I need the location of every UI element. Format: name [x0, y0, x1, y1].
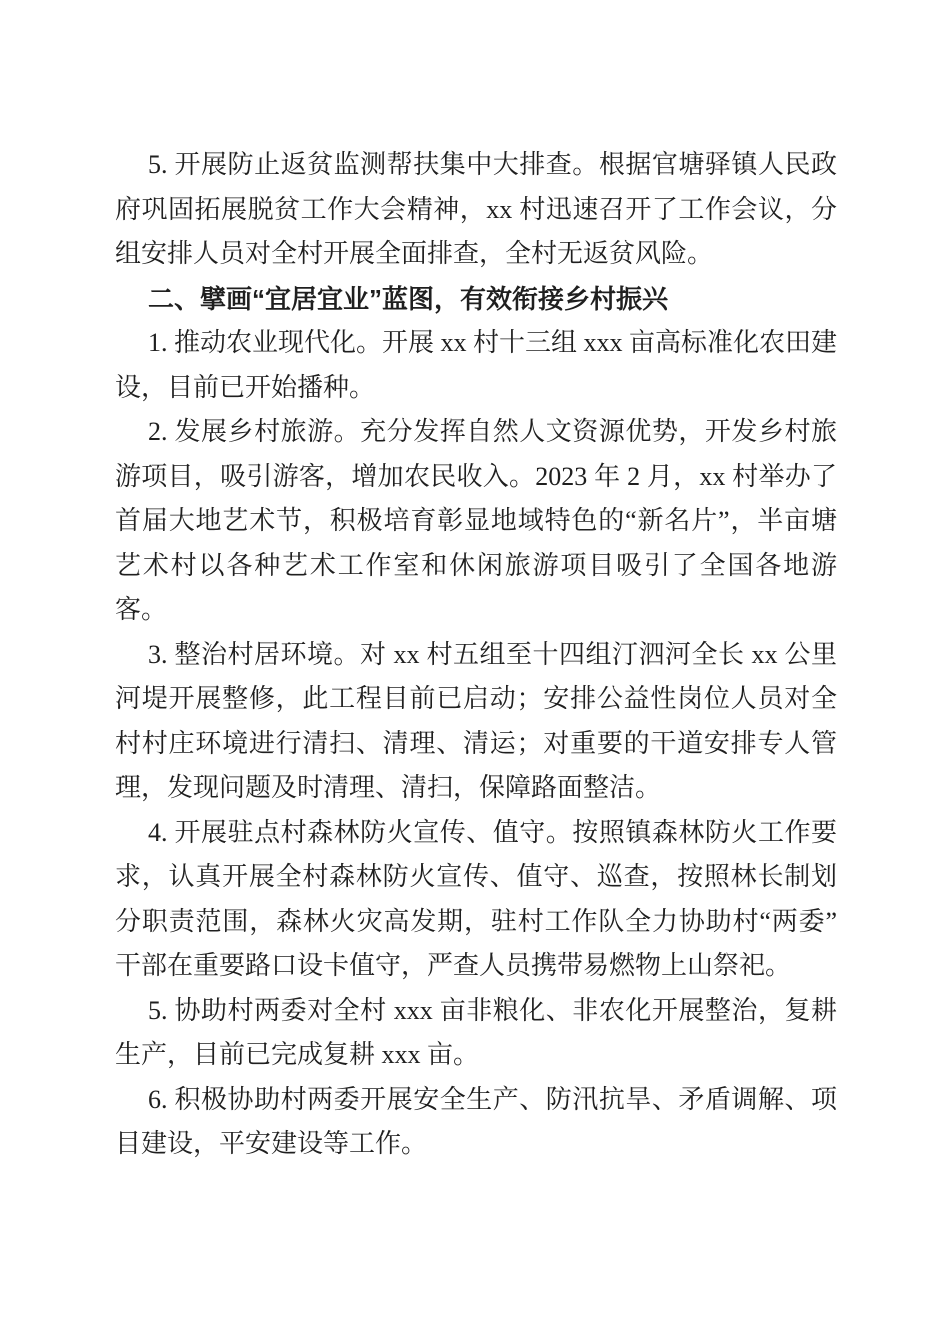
section-heading: 二、擘画“宜居宜业”蓝图，有效衔接乡村振兴 [148, 283, 669, 314]
paragraph: 5. 开展防止返贫监测帮扶集中大排查。根据官塘驿镇人民政府巩固拓展脱贫工作大会精神，xx 村迅速召开了工作会议，分组安排人员对全村开展全面排查，全村无返贫风险。 [115, 150, 837, 268]
paragraph: 6. 积极协助村两委开展安全生产、防汛抗旱、矛盾调解、项目建设，平安建设等工作。 [115, 1084, 837, 1158]
paragraph: 5. 协助村两委对全村 xxx 亩非粮化、非农化开展整治，复耕生产，目前已完成复耕 xxx 亩。 [115, 995, 837, 1069]
paragraph: 1. 推动农业现代化。开展 xx 村十三组 xxx 亩高标准化农田建设，目前已开始播种。 [115, 328, 838, 402]
paragraph: 3. 整治村居环境。对 xx 村五组至十四组汀泗河全长 xx 公里河堤开展整修，此工程目前已启动；安排公益性岗位人员对全村村庄环境进行清扫、清理、清运；对重要的干道安排专人管理，发现问题及时清理、清扫，保障路面整洁。 [115, 639, 837, 802]
paragraph: 4. 开展驻点村森林防火宣传、值守。按照镇森林防火工作要求，认真开展全村森林防火宣传、值守、巡查，按照林长制划分职责范围，森林火灾高发期，驻村工作队全力协助村“两委”干部在重要路口设卡值守，严查人员携带易燃物上山祭祀。 [115, 817, 837, 980]
paragraph: 2. 发展乡村旅游。充分发挥自然人文资源优势，开发乡村旅游项目，吸引游客，增加农民收入。2023 年 2 月，xx 村举办了首届大地艺术节，积极培育彰显地域特色的“新名片”，半亩塘艺术村以各种艺术工作室和休闲旅游项目吸引了全国各地游客。 [115, 417, 837, 624]
